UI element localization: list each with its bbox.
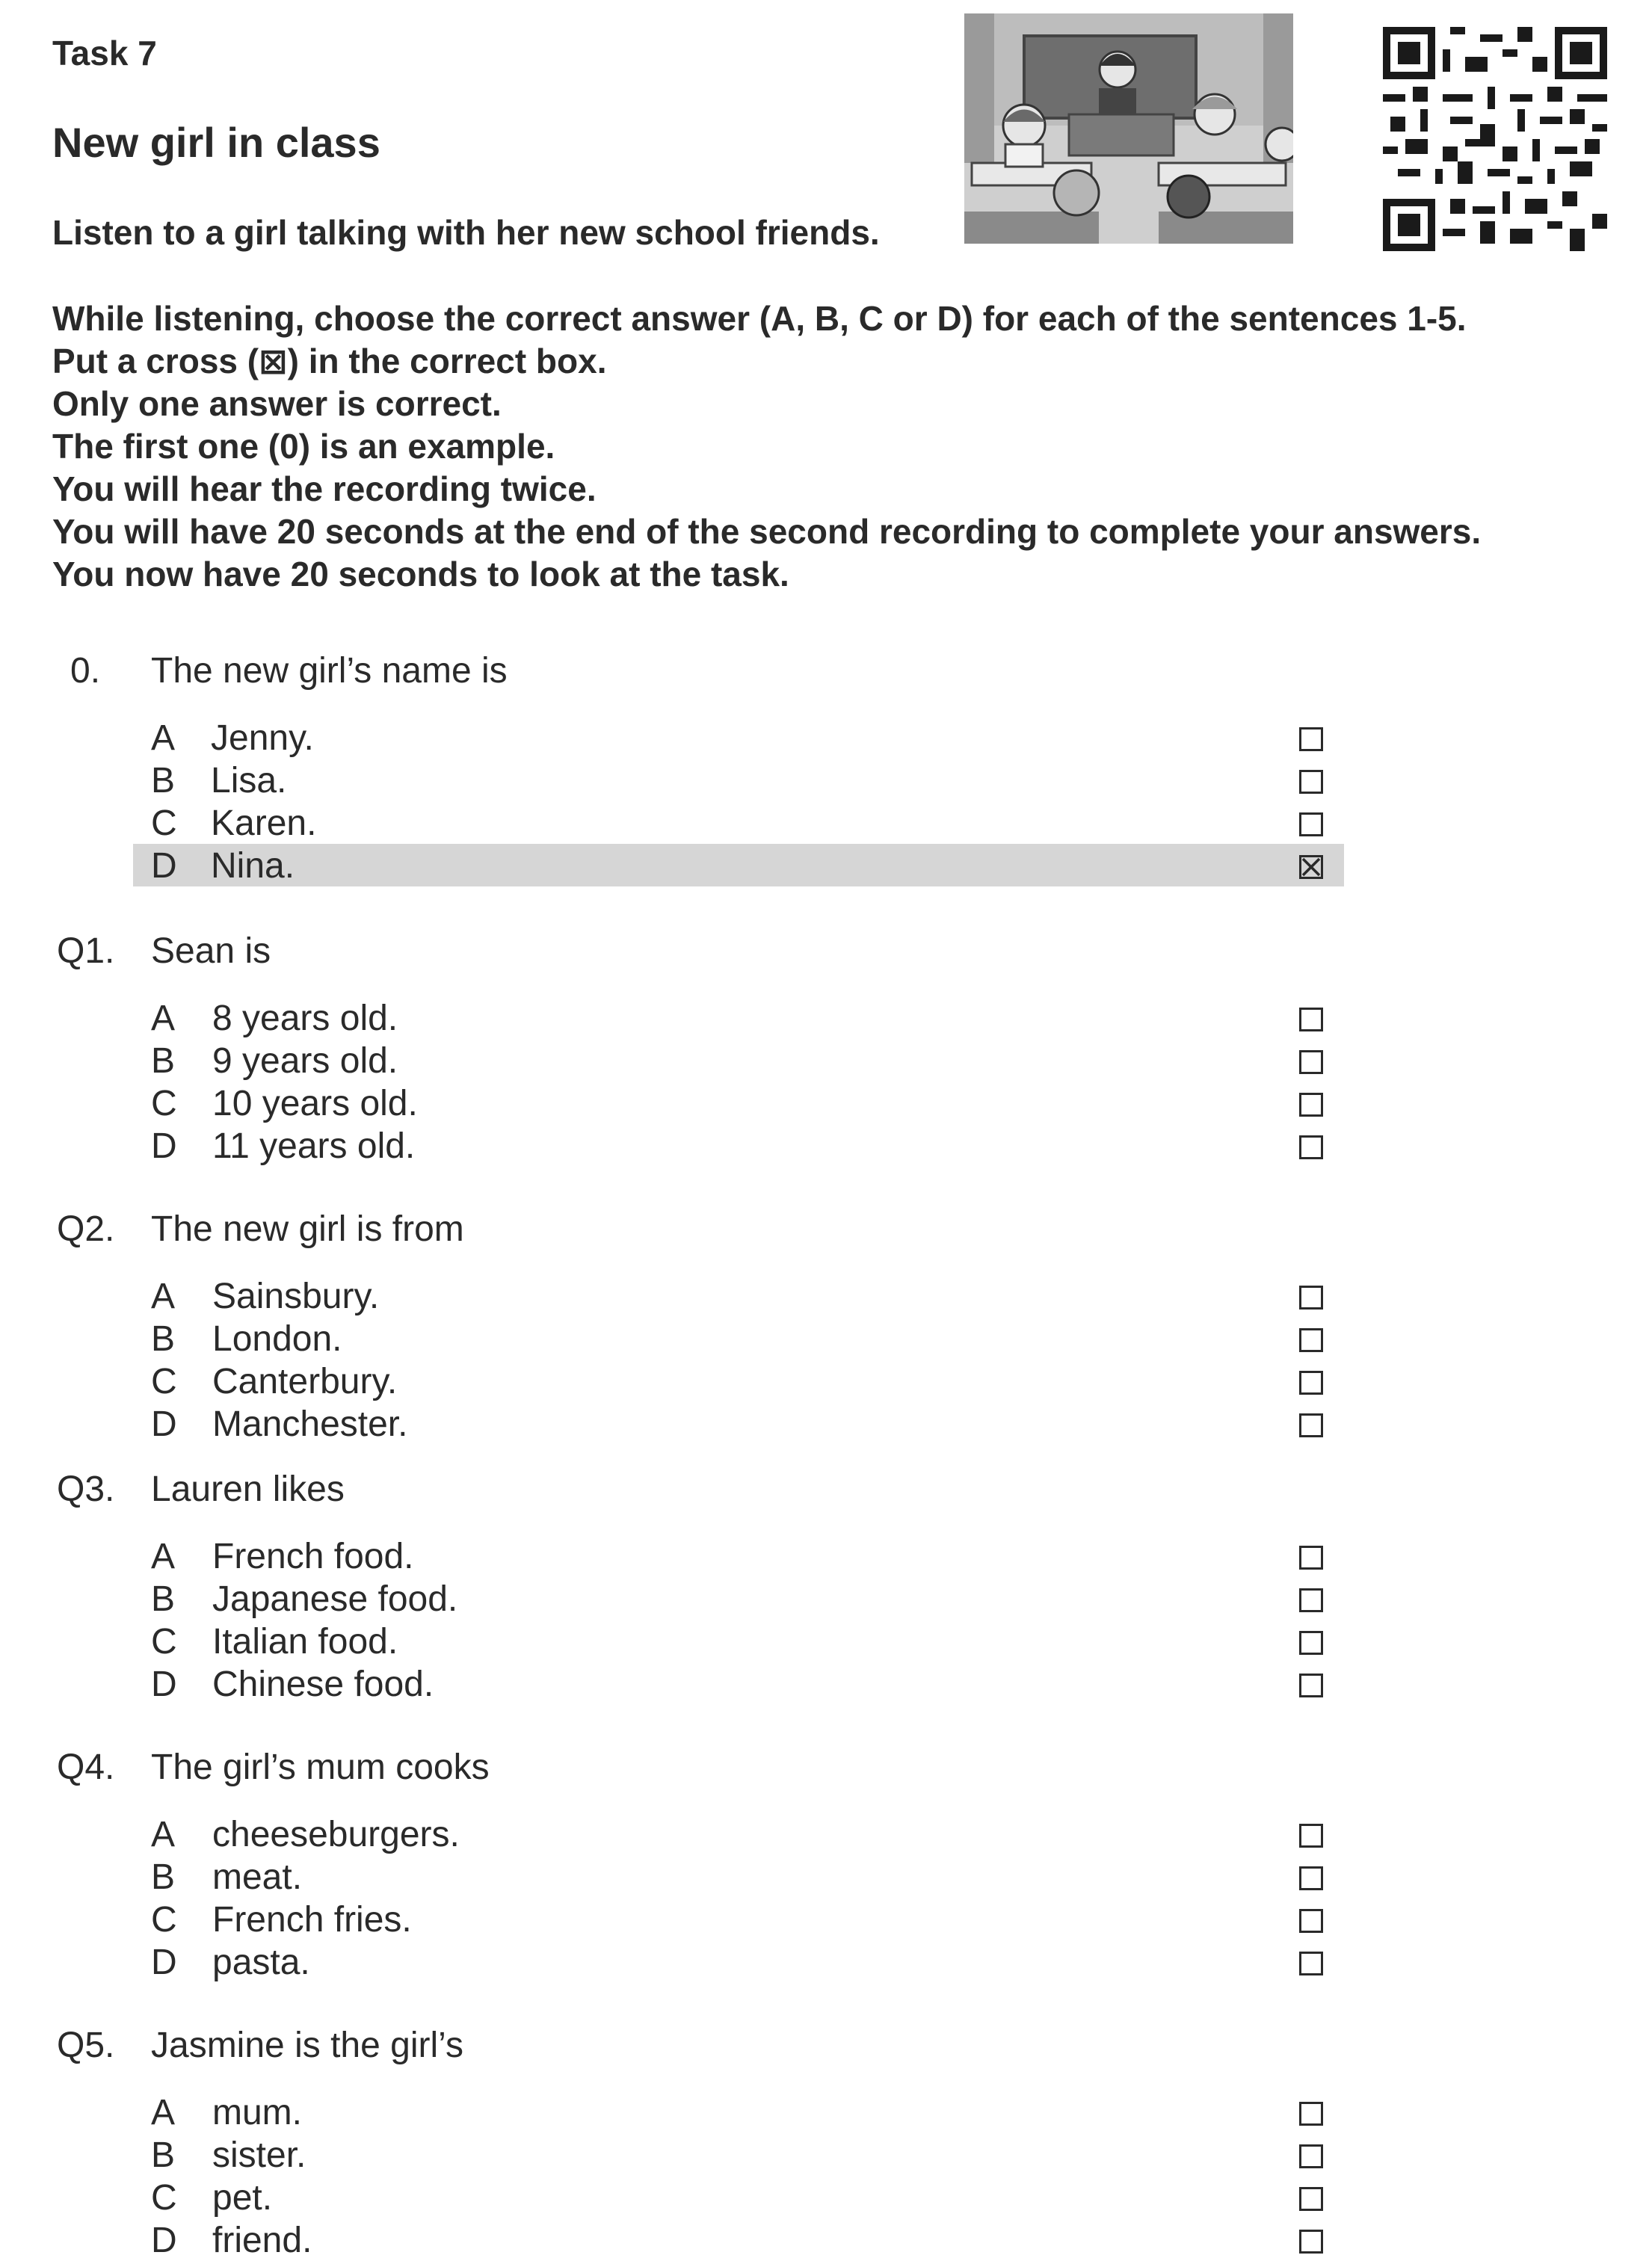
answer-checkbox[interactable] (1299, 1093, 1323, 1117)
option-a (133, 2091, 1344, 2133)
answer-checkbox[interactable] (1299, 1008, 1323, 1031)
option-c (133, 1898, 1344, 1940)
option-text: Sainsbury. (212, 1277, 380, 1316)
option-text: Manchester. (212, 1404, 408, 1444)
page-title: New girl in class (52, 119, 380, 166)
answer-checkbox[interactable] (1299, 1328, 1323, 1352)
question-number: Q5. (57, 2026, 115, 2065)
instruction-line: Put a cross (⊠) in the correct box. (52, 342, 607, 380)
instruction-line: The first one (0) is an example. (52, 427, 555, 466)
option-text: friend. (212, 2221, 312, 2260)
option-letter: D (151, 1943, 177, 1982)
option-letter: C (151, 2178, 177, 2218)
option-letter: B (151, 1041, 176, 1081)
option-text: Chinese food. (212, 1665, 434, 1704)
answer-checkbox-crossed[interactable] (1299, 855, 1323, 879)
option-b (133, 1039, 1344, 1082)
option-letter: C (151, 1900, 177, 1940)
instruction-line: You will have 20 seconds at the end of the second recording to complete your answers. (52, 512, 1482, 551)
option-b (133, 1577, 1344, 1620)
option-text: pasta. (212, 1943, 310, 1982)
option-a (133, 996, 1344, 1039)
option-c (133, 1082, 1344, 1124)
instruction-line: While listening, choose the correct answer (A, B, C or D) for each of the sentences 1-5. (52, 299, 1467, 338)
option-d (133, 1124, 1344, 1167)
option-letter: C (151, 1622, 177, 1662)
question-number: Q3. (57, 1469, 115, 1509)
question-number: Q4. (57, 1748, 115, 1787)
option-d (133, 1662, 1344, 1705)
answer-checkbox[interactable] (1299, 2187, 1323, 2211)
answer-checkbox[interactable] (1299, 1909, 1323, 1933)
answer-checkbox[interactable] (1299, 1135, 1323, 1159)
answer-checkbox[interactable] (1299, 812, 1323, 836)
answer-checkbox[interactable] (1299, 1631, 1323, 1655)
option-letter: C (151, 803, 177, 843)
option-d (133, 1940, 1344, 1983)
question-stem: The girl’s mum cooks (151, 1748, 490, 1787)
question-stem: Sean is (151, 931, 271, 971)
answer-checkbox[interactable] (1299, 1588, 1323, 1612)
option-letter: B (151, 761, 176, 801)
option-text: Nina. (211, 846, 295, 886)
option-text: 9 years old. (212, 1041, 398, 1081)
option-letter: A (151, 2093, 176, 2132)
option-letter: A (151, 718, 176, 758)
option-text: 8 years old. (212, 999, 398, 1038)
question-number: Q2. (57, 1209, 115, 1249)
answer-checkbox[interactable] (1299, 1952, 1323, 1975)
option-a (133, 1274, 1344, 1317)
answer-checkbox[interactable] (1299, 1413, 1323, 1437)
option-c (133, 1360, 1344, 1402)
option-text: mum. (212, 2093, 302, 2132)
option-letter: D (151, 1126, 177, 1166)
answer-checkbox[interactable] (1299, 770, 1323, 794)
option-text: Lisa. (211, 761, 287, 801)
option-letter: D (151, 1404, 177, 1444)
option-d (133, 1402, 1344, 1445)
option-text: meat. (212, 1857, 303, 1897)
answer-checkbox[interactable] (1299, 1546, 1323, 1570)
option-letter: B (151, 1319, 176, 1359)
option-text: Italian food. (212, 1622, 398, 1662)
option-b (133, 1317, 1344, 1360)
instruction-line: You will hear the recording twice. (52, 469, 597, 508)
option-letter: A (151, 1277, 176, 1316)
option-text: French fries. (212, 1900, 412, 1940)
option-text: 10 years old. (212, 1084, 418, 1123)
answer-checkbox[interactable] (1299, 2144, 1323, 2168)
cross-icon (1301, 857, 1321, 877)
option-letter: C (151, 1084, 177, 1123)
option-b (133, 759, 1344, 801)
option-letter: A (151, 999, 176, 1038)
qr-code (1383, 27, 1607, 251)
answer-checkbox[interactable] (1299, 2102, 1323, 2126)
option-letter: A (151, 1537, 176, 1576)
answer-checkbox[interactable] (1299, 1286, 1323, 1310)
option-letter: D (151, 1665, 177, 1704)
question-stem: Jasmine is the girl’s (151, 2026, 463, 2065)
question-stem: The new girl is from (151, 1209, 464, 1249)
option-c (133, 1620, 1344, 1662)
option-d (133, 2218, 1344, 2261)
option-a (133, 1534, 1344, 1577)
option-letter: D (151, 846, 177, 886)
question-stem: Lauren likes (151, 1469, 345, 1509)
option-a (133, 716, 1344, 759)
option-text: London. (212, 1319, 342, 1359)
answer-checkbox[interactable] (1299, 1371, 1323, 1395)
option-text: 11 years old. (212, 1126, 416, 1166)
option-text: Japanese food. (212, 1579, 458, 1619)
option-letter: B (151, 1857, 176, 1897)
option-text: pet. (212, 2178, 273, 2218)
option-b (133, 1855, 1344, 1898)
option-letter: D (151, 2221, 177, 2260)
option-text: sister. (212, 2135, 306, 2175)
instruction-line: Only one answer is correct. (52, 384, 502, 423)
task-label: Task 7 (52, 34, 157, 73)
option-a (133, 1813, 1344, 1855)
question-stem: The new girl’s name is (151, 651, 508, 691)
option-text: Canterbury. (212, 1362, 398, 1401)
answer-checkbox[interactable] (1299, 1050, 1323, 1074)
option-b (133, 2133, 1344, 2176)
answer-checkbox[interactable] (1299, 2230, 1323, 2254)
option-c (133, 801, 1344, 844)
option-text: Karen. (211, 803, 317, 843)
instructions (52, 297, 1481, 596)
classroom-illustration (964, 13, 1293, 244)
answer-checkbox[interactable] (1299, 727, 1323, 751)
option-text: cheeseburgers. (212, 1815, 460, 1854)
option-d-selected (133, 844, 1344, 886)
intro-text: Listen to a girl talking with her new school friends. (52, 213, 880, 252)
option-letter: B (151, 1579, 176, 1619)
option-c (133, 2176, 1344, 2218)
option-letter: A (151, 1815, 176, 1854)
question-number: 0. (70, 651, 101, 691)
answer-checkbox[interactable] (1299, 1824, 1323, 1848)
option-text: Jenny. (211, 718, 314, 758)
answer-checkbox[interactable] (1299, 1866, 1323, 1890)
option-letter: B (151, 2135, 176, 2175)
instruction-line: You now have 20 seconds to look at the task. (52, 555, 789, 593)
option-letter: C (151, 1362, 177, 1401)
answer-checkbox[interactable] (1299, 1674, 1323, 1697)
question-number: Q1. (57, 931, 115, 971)
option-text: French food. (212, 1537, 414, 1576)
